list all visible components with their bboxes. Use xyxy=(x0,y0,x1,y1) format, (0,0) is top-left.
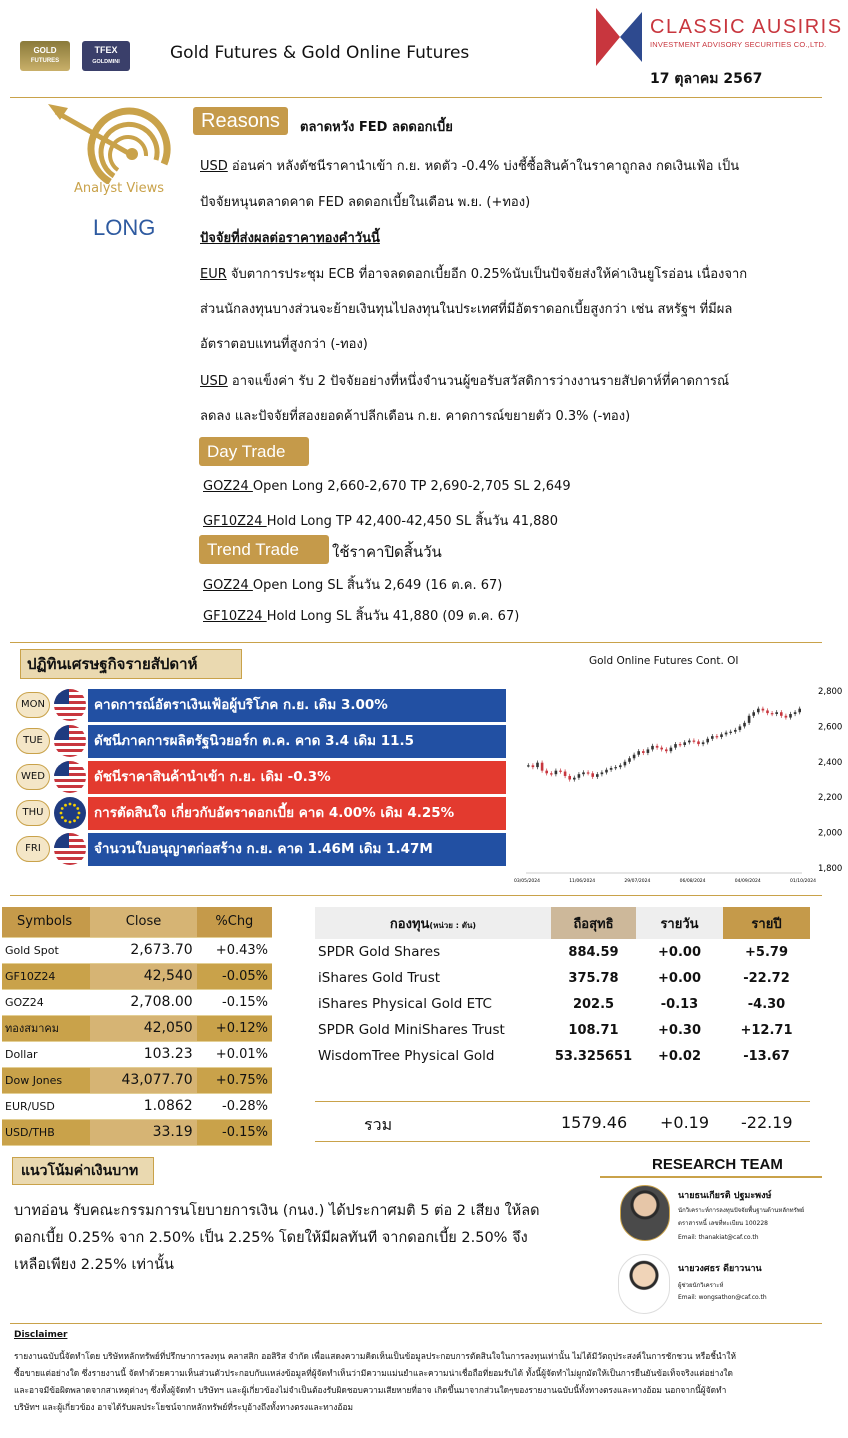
funds-table xyxy=(315,907,810,1069)
chart-candle xyxy=(541,763,544,771)
chart-candle xyxy=(614,767,617,768)
chart-candle xyxy=(573,778,576,780)
fund-row xyxy=(315,965,810,991)
analyst-2-role: ผู้ช่วยนักวิเคราะห์ xyxy=(678,1282,724,1289)
us-flag-icon xyxy=(54,833,86,865)
reason-2-key: EUR xyxy=(200,267,227,282)
chart-candle xyxy=(624,762,627,766)
chart-candle xyxy=(729,732,732,733)
symbol-sym: ทองสมาคม xyxy=(2,1015,90,1041)
chart-x-tick: 06/08/2024 xyxy=(679,879,706,884)
reason-3-line-2: ลดลง และปัจจัยที่สองยอดค้าปลีกเดือน ก.ย. คาดการณ์ขยายตัว 0.3% (-ทอง) xyxy=(200,409,631,424)
fund-day: -0.13 xyxy=(660,996,699,1012)
chart-y-tick: 2,800 xyxy=(818,687,843,697)
symbol-sym: USD/THB xyxy=(2,1119,90,1145)
reason-3-text: อาจแข็งค่า รับ 2 ปัจจัยอย่างที่หนึ่งจำนวนผู้ขอรับสวัสดิการว่างงานรายสัปดาห์ที่คาดการณ์ xyxy=(227,374,730,389)
fund-row xyxy=(315,939,810,965)
chart-candle xyxy=(785,716,788,718)
chart-candle xyxy=(794,712,797,714)
chart-candle xyxy=(716,736,719,737)
symbol-chg: +0.12% xyxy=(197,1015,272,1041)
symbol-chg: +0.75% xyxy=(197,1067,272,1093)
chart-candle xyxy=(771,713,774,714)
fund-hold: 884.59 xyxy=(568,944,619,960)
chart-candle xyxy=(633,755,636,759)
brand-name: CLASSIC AUSIRIS xyxy=(650,16,843,38)
symbol-chg: -0.15% xyxy=(197,1119,272,1145)
fund-hold: 202.5 xyxy=(572,996,615,1012)
day-trade-row-2-symbol: GF10Z24 xyxy=(203,514,267,529)
baht-line-1: บาทอ่อน รับคณะกรรมการนโยบายการเงิน (กนง.) ได้ประกาศมติ 5 ต่อ 2 เสียง ให้ลด xyxy=(14,1203,540,1219)
disclaimer-line-4: บริษัทฯ และผู้เกี่ยวข้อง อาจได้รับผลประโยชน์จากหลักทรัพย์ที่ระบุอ้างถึงทั้งทางตรงและทางอ้อม xyxy=(14,1402,354,1412)
chart-candle xyxy=(591,773,594,777)
chart-candle xyxy=(559,771,562,772)
chart-candle xyxy=(693,741,696,742)
fund-name: SPDR Gold MiniShares Trust xyxy=(318,1022,505,1038)
analyst-2-email: Email: wongsathon@caf.co.th xyxy=(678,1294,767,1301)
fund-row xyxy=(315,1043,810,1069)
chart-candle xyxy=(752,712,755,716)
chart-candle xyxy=(757,709,760,713)
calendar-day-1: TUE xyxy=(16,728,50,754)
chart-y-tick: 2,400 xyxy=(818,757,843,768)
symbol-close: 42,540 xyxy=(90,963,196,989)
chart-x-tick: 11/06/2024 xyxy=(569,879,596,884)
chart-candle xyxy=(679,744,682,745)
analyst-1-avatar xyxy=(620,1185,670,1241)
gold-futures-logo-line2: FUTURES xyxy=(30,58,60,64)
report-date: 17 ตุลาคม 2567 xyxy=(650,71,763,87)
gold-oi-chart xyxy=(512,675,848,885)
reason-3-line-1 xyxy=(200,370,729,391)
analyst-view-long: LONG xyxy=(93,215,156,240)
analyst-1-role-2: ตราสารหนี้ เลขที่ทะเบียน 100228 xyxy=(678,1220,768,1227)
fund-day: +0.00 xyxy=(658,970,701,986)
brand-subtitle: INVESTMENT ADVISORY SECURITIES CO.,LTD. xyxy=(650,40,827,49)
trend-trade-tag: Trend Trade xyxy=(199,535,329,564)
chart-candle xyxy=(725,733,728,735)
chart-candle xyxy=(706,739,709,743)
chart-x-tick: 29/07/2024 xyxy=(624,879,651,884)
chart-candle xyxy=(527,765,530,766)
trend-trade-row-1-symbol: GOZ24 xyxy=(203,578,253,593)
symbol-sym: Gold Spot xyxy=(2,937,90,963)
chart-candle xyxy=(748,716,751,723)
trend-trade-note: ใช้ราคาปิดสิ้นวัน xyxy=(332,543,442,561)
day-trade-row-2-text: Hold Long TP 42,400-42,450 SL สิ้นวัน 41,880 xyxy=(266,514,558,529)
symbol-close: 43,077.70 xyxy=(90,1067,196,1093)
chart-x-tick: 04/09/2024 xyxy=(734,879,761,884)
fund-row xyxy=(315,991,810,1017)
chart-candle xyxy=(665,749,668,751)
reason-1-text: อ่อนค่า หลังดัชนีราคานำเข้า ก.ย. หดตัว -0.4% บ่งชี้ซื้อสินค้าในราคาถูกลง กดเงินเฟ้อ เป็น xyxy=(227,159,740,174)
chart-candle xyxy=(550,773,553,774)
analyst-1-role: นักวิเคราะห์การลงทุนปัจจัยพื้นฐานด้านหลักทรัพย์ xyxy=(678,1207,805,1214)
chart-candle xyxy=(743,723,746,727)
chart-candle xyxy=(711,736,714,739)
tfex-logo-line2: GOLDMINI xyxy=(92,59,120,65)
chart-y-tick: 2,000 xyxy=(818,828,843,839)
calendar-event-2: ดัชนีราคาสินค้านำเข้า ก.ย. เดิม -0.3% xyxy=(88,761,506,794)
symbol-row xyxy=(2,1067,272,1093)
calendar-event-0: คาดการณ์อัตราเงินเฟ้อผู้บริโภค ก.ย. เดิม 3.00% xyxy=(88,689,506,722)
symbols-header-close: Close xyxy=(90,907,196,937)
chart-candle xyxy=(587,772,590,773)
header-divider xyxy=(10,97,822,98)
analyst-1-email: Email: thanakiat@caf.co.th xyxy=(678,1234,759,1241)
fund-hold: 53.325651 xyxy=(554,1048,633,1064)
fund-year: -13.67 xyxy=(743,1048,790,1064)
chart-candle xyxy=(762,709,765,711)
chart-title: Gold Online Futures Cont. OI xyxy=(589,655,739,667)
fund-year: +12.71 xyxy=(740,1022,793,1038)
us-flag-icon xyxy=(54,725,86,757)
chart-candle xyxy=(798,709,801,713)
chart-candle xyxy=(660,748,663,750)
chart-candle xyxy=(545,771,548,774)
research-team-title: RESEARCH TEAM xyxy=(652,1156,783,1173)
chart-y-tick: 2,200 xyxy=(818,793,843,804)
chart-candle xyxy=(656,746,659,748)
calendar-day-3: THU xyxy=(16,800,50,826)
reason-1-line-2: ปัจจัยหนุนตลาดคาด FED ลดดอกเบี้ยในเดือน พ.ย. (+ทอง) xyxy=(200,195,531,210)
symbols-table xyxy=(2,907,272,1146)
calendar-event-4: จำนวนใบอนุญาตก่อสร้าง ก.ย. คาด 1.46M เดิม 1.47M xyxy=(88,833,506,866)
baht-line-3: เหลือเพียง 2.25% เท่านั้น xyxy=(14,1257,174,1273)
chart-candle xyxy=(702,742,705,744)
trend-trade-row-2-text: Hold Long SL สิ้นวัน 41,880 (09 ต.ค. 67) xyxy=(266,609,520,624)
analyst-views-label: Analyst Views xyxy=(74,181,165,196)
chart-candle xyxy=(532,765,535,767)
gold-futures-logo-line1: GOLD xyxy=(33,46,57,55)
chart-candle xyxy=(628,758,631,762)
chart-y-tick: 1,800 xyxy=(818,864,843,874)
fund-name: WisdomTree Physical Gold xyxy=(318,1048,495,1064)
symbol-row xyxy=(2,1093,272,1119)
funds-total-hold: 1579.46 xyxy=(561,1113,628,1132)
tfex-logo xyxy=(82,41,130,71)
symbol-close: 33.19 xyxy=(90,1119,196,1145)
chart-candle xyxy=(601,772,604,774)
us-flag-icon xyxy=(54,689,86,721)
symbol-close: 42,050 xyxy=(90,1015,196,1041)
gold-futures-logo xyxy=(20,41,70,71)
fund-year: -22.72 xyxy=(743,970,790,986)
reason-2-line-2: ส่วนนักลงทุนบางส่วนจะย้ายเงินทุนไปลงทุนในประเทศที่มีอัตราดอกเบี้ยสูงกว่า เช่น สหรัฐฯ ที่มีผล xyxy=(200,302,733,317)
chart-candle xyxy=(642,751,645,753)
chart-candle xyxy=(568,776,571,780)
fund-name: SPDR Gold Shares xyxy=(318,944,441,960)
chart-candle xyxy=(582,772,585,774)
calendar-event-1: ดัชนีภาคการผลิตรัฐนิวยอร์ก ต.ค. คาด 3.4 เดิม 11.5 xyxy=(88,725,506,758)
funds-header-year: รายปี xyxy=(723,907,810,939)
funds-header-unit: (หน่วย : ตัน) xyxy=(429,920,477,930)
analyst-1-name: นายธนเกียรติ ปฐมะพงษ์ xyxy=(678,1191,772,1201)
eu-flag-icon xyxy=(54,797,86,829)
symbol-sym: Dow Jones xyxy=(2,1067,90,1093)
funds-total-label: รวม xyxy=(364,1115,393,1134)
symbol-row xyxy=(2,989,272,1015)
reasons-headline: ตลาดหวัง FED ลดดอกเบี้ย xyxy=(300,120,453,135)
footer-divider xyxy=(10,1323,822,1324)
target-arrow-icon xyxy=(48,104,176,184)
trend-trade-row-1 xyxy=(203,574,502,595)
chart-candle xyxy=(670,748,673,752)
fund-day: +0.30 xyxy=(658,1022,701,1038)
chart-candle xyxy=(596,774,599,777)
calendar-event-3: การตัดสินใจ เกี่ยวกับอัตราดอกเบี้ย คาด 4.00% เดิม 4.25% xyxy=(88,797,506,830)
trend-trade-row-2 xyxy=(203,605,519,626)
funds-total-day: +0.19 xyxy=(660,1113,710,1132)
research-team-rule xyxy=(600,1176,822,1178)
calendar-title: ปฏิทินเศรษฐกิจรายสัปดาห์ xyxy=(20,649,242,679)
funds-total-rule-top xyxy=(315,1101,810,1102)
reason-1-line-1 xyxy=(200,155,739,176)
calendar-divider xyxy=(10,895,822,896)
analyst-2-avatar xyxy=(618,1254,670,1314)
chart-x-tick: 01/10/2024 xyxy=(790,879,816,884)
chart-candle xyxy=(720,734,723,737)
chart-candle xyxy=(780,712,783,716)
chart-candle xyxy=(564,772,567,776)
fund-year: +5.79 xyxy=(745,944,788,960)
symbol-close: 103.23 xyxy=(90,1041,196,1067)
symbol-chg: +0.01% xyxy=(197,1041,272,1067)
chart-candle xyxy=(789,714,792,718)
chart-candle xyxy=(578,774,581,778)
chart-candle xyxy=(688,741,691,743)
baht-line-2: ดอกเบี้ย 0.25% จาก 2.50% เป็น 2.25% โดยให้มีผลทันที จากดอกเบี้ย 2.50% จึง xyxy=(14,1230,528,1246)
chart-x-tick: 03/05/2024 xyxy=(514,879,540,884)
reason-2-line-1 xyxy=(200,263,747,284)
day-trade-row-1-text: Open Long 2,660-2,670 TP 2,690-2,705 SL 2,649 xyxy=(252,479,571,494)
chart-candle xyxy=(674,744,677,748)
chart-candle xyxy=(610,768,613,770)
disclaimer-body xyxy=(14,1348,824,1416)
symbol-chg: +0.43% xyxy=(197,937,272,963)
disclaimer-line-2: ซื้อขายแต่อย่างใด ซึ่งรายงานนี้ จัดทำด้วยความเห็นส่วนตัวประกอบกับแหล่งข้อมูลที่ผู้จัดทำเห็นว่ามีความแม่นยำและความน่าเชื่อถือที่ยอมรับได้ ทั้งนี้ผู้จัดทำไม่ผูกมัดให้เป็นการยืนยันข้อเท็จจริงแต่อย่างใด xyxy=(14,1368,733,1378)
symbol-chg: -0.05% xyxy=(197,963,272,989)
symbol-row xyxy=(2,937,272,963)
symbol-sym: GOZ24 xyxy=(2,989,90,1015)
symbol-close: 2,673.70 xyxy=(90,937,196,963)
symbol-row xyxy=(2,963,272,989)
reasons-tag: Reasons xyxy=(193,107,288,135)
funds-header-day: รายวัน xyxy=(636,907,723,939)
disclaimer-line-3: และอาจมีข้อผิดพลาดจากสาเหตุต่างๆ ซึ่งทั้งผู้จัดทำ บริษัทฯ และผู้เกี่ยวข้องไม่จำเป็นต้องรับผิดชอบความเสียหายที่อาจ เกิดขึ้นมาจากส่วนใดๆของรายงานฉบับนี้ทั้งทางตรงและทางอ้อม นอกจากนี้ผู้จัดทำ xyxy=(14,1385,727,1395)
symbol-chg: -0.15% xyxy=(197,989,272,1015)
symbol-chg: -0.28% xyxy=(197,1093,272,1119)
factor-title: ปัจจัยที่ส่งผลต่อราคาทองคำวันนี้ xyxy=(200,231,380,246)
calendar-day-2: WED xyxy=(16,764,50,790)
chart-candle xyxy=(647,749,650,753)
trend-trade-row-1-text: Open Long SL สิ้นวัน 2,649 (16 ต.ค. 67) xyxy=(252,578,503,593)
chart-candle xyxy=(697,741,700,744)
baht-title: แนวโน้มค่าเงินบาท xyxy=(12,1157,154,1185)
symbol-row xyxy=(2,1119,272,1145)
fund-hold: 375.78 xyxy=(568,970,619,986)
chart-candle xyxy=(683,742,686,745)
chart-candle xyxy=(766,710,769,713)
symbol-sym: GF10Z24 xyxy=(2,963,90,989)
reason-1-key: USD xyxy=(200,159,228,174)
reason-3-key: USD xyxy=(200,374,228,389)
funds-header-hold: ถือสุทธิ xyxy=(551,907,636,939)
chart-candle xyxy=(637,751,640,755)
symbol-sym: EUR/USD xyxy=(2,1093,90,1119)
symbols-header-symbol: Symbols xyxy=(2,907,90,937)
chart-candle xyxy=(536,763,539,767)
funds-total-rule-bottom xyxy=(315,1141,810,1142)
symbol-close: 1.0862 xyxy=(90,1093,196,1119)
us-flag-icon xyxy=(54,761,86,793)
brand-logo-icon xyxy=(596,8,642,66)
chart-candle xyxy=(555,771,558,775)
reason-2-line-3: อัตราตอบแทนที่สูงกว่า (-ทอง) xyxy=(200,337,368,352)
fund-name: iShares Physical Gold ETC xyxy=(318,996,492,1012)
fund-day: +0.02 xyxy=(658,1048,701,1064)
chart-candle xyxy=(605,770,608,773)
funds-header-name xyxy=(315,907,551,939)
day-trade-row-1 xyxy=(203,479,571,494)
analyst-2-name: นายวงศธร ดียาวนาน xyxy=(678,1264,762,1274)
fund-row xyxy=(315,1017,810,1043)
page-title: Gold Futures & Gold Online Futures xyxy=(170,43,470,63)
symbol-row xyxy=(2,1015,272,1041)
fund-name: iShares Gold Trust xyxy=(318,970,441,986)
disclaimer-title: Disclaimer xyxy=(14,1330,68,1340)
chart-candle xyxy=(619,765,622,767)
symbol-row xyxy=(2,1041,272,1067)
calendar-day-0: MON xyxy=(16,692,50,718)
fund-hold: 108.71 xyxy=(568,1022,619,1038)
tfex-logo-line1: TFEX xyxy=(94,45,118,55)
disclaimer-line-1: รายงานฉบับนี้จัดทำโดย บริษัทหลักทรัพย์ที่ปรึกษาการลงทุน คลาสสิก ออสิริส จำกัด เพื่อแสดงความคิดเห็นเป็นข้อมูลประกอบการตัดสินใจในการลงทุนเท่านั้น ไม่ได้มีวัตถุประสงค์ในการชักชวน หรือชี้นำให้ xyxy=(14,1351,736,1361)
day-trade-row-2 xyxy=(203,510,558,531)
symbol-close: 2,708.00 xyxy=(90,989,196,1015)
chart-candle xyxy=(734,730,737,732)
day-trade-row-1-symbol: GOZ24 xyxy=(203,479,253,494)
day-trade-tag: Day Trade xyxy=(199,437,309,466)
chart-y-tick: 2,600 xyxy=(818,722,843,733)
trade-divider xyxy=(10,642,822,643)
calendar-day-4: FRI xyxy=(16,836,50,862)
funds-header-name-label: กองทุน xyxy=(389,916,430,932)
fund-day: +0.00 xyxy=(658,944,701,960)
reason-2-text: จับตาการประชุม ECB ที่อาจลดดอกเบี้ยอีก 0.25%นับเป็นปัจจัยส่งให้ค่าเงินยูโรอ่อน เนื่องจาก xyxy=(226,267,748,282)
fund-year: -4.30 xyxy=(747,996,786,1012)
funds-total-year: -22.19 xyxy=(741,1113,793,1132)
symbol-sym: Dollar xyxy=(2,1041,90,1067)
chart-candle xyxy=(739,726,742,730)
chart-candle xyxy=(775,712,778,714)
chart-candle xyxy=(651,746,654,750)
trend-trade-row-2-symbol: GF10Z24 xyxy=(203,609,267,624)
symbols-header-chg: %Chg xyxy=(197,907,272,937)
